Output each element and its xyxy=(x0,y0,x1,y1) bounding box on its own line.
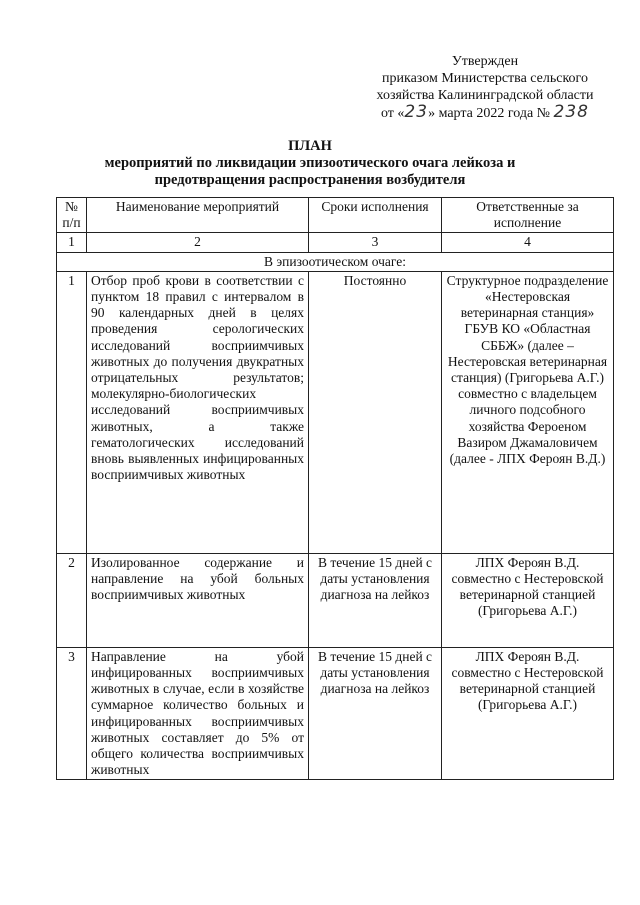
plan-title xyxy=(90,138,530,189)
row-responsible: ЛПХ Фероян В.Д. совместно с Нестеровской ветеринарной станцией (Григорьева А.Г.) xyxy=(442,647,614,780)
header-responsible: Ответственные за исполнение xyxy=(442,198,614,233)
column-number-row xyxy=(57,233,614,252)
row-num: 2 xyxy=(57,553,87,647)
col-number: 3 xyxy=(309,233,442,252)
row-action: Направление на убой инфицированных восприимчивых животных в случае, если в хозяйстве суммарное количество больных и инфицированных восприимчивых животных составляет до 5% от общего количества восприимчивых животных xyxy=(87,647,309,780)
approval-line3: хозяйства Калининградской области xyxy=(376,88,594,103)
plan-subtitle-2: предотвращения распространения возбудителя xyxy=(154,172,466,188)
approval-line1: Утвержден xyxy=(451,54,519,69)
table-header-row xyxy=(57,198,614,233)
col-number: 4 xyxy=(442,233,614,252)
header-num: № п/п xyxy=(57,198,87,233)
date-prefix: от « xyxy=(380,106,405,121)
approval-date-line xyxy=(360,104,610,122)
row-responsible: Структурное подразделение «Нестеровская ветеринарная станция» ГБУВ КО «Областная СББЖ» (далее – Нестеровская ветеринарная станция) (Григорьева А.Г.) совместно с владельцем личного подсобного хозяйства Фероеном Вазиром Джамаловичем (далее - ЛПХ Фероян В.Д.) xyxy=(442,271,614,553)
row-action: Отбор проб крови в соответствии с пунктом 18 правил с интервалом в 90 календарных дней в целях проведения серологических исследований восприимчивых животных до получения двукратных отрицательных результатов; молекулярно-биологических исследований восприимчивых животных, а также гематологических исследований вновь выявленных инфицированных восприимчивых животных xyxy=(87,271,309,553)
handwritten-number: 238 xyxy=(553,102,589,122)
approval-stamp xyxy=(360,53,610,122)
section-row xyxy=(57,252,614,271)
row-num: 3 xyxy=(57,647,87,780)
table-row xyxy=(57,647,614,780)
section-heading: В эпизоотическом очаге: xyxy=(57,252,614,271)
plan-subtitle-1: мероприятий по ликвидации эпизоотического очага лейкоза и xyxy=(104,155,516,171)
table-row xyxy=(57,271,614,553)
plan-heading: ПЛАН xyxy=(288,138,332,154)
row-action: Изолированное содержание и направление на убой больных восприимчивых животных xyxy=(87,553,309,647)
row-num: 1 xyxy=(57,271,87,553)
plan-table xyxy=(56,197,614,780)
approval-line2: приказом Министерства сельского xyxy=(382,71,588,86)
date-mid: » марта 2022 года № xyxy=(428,106,551,121)
row-term: В течение 15 дней с даты установления диагноза на лейкоз xyxy=(309,647,442,780)
col-number: 1 xyxy=(57,233,87,252)
table-row xyxy=(57,553,614,647)
row-term: В течение 15 дней с даты установления диагноза на лейкоз xyxy=(309,553,442,647)
col-number: 2 xyxy=(87,233,309,252)
header-term: Сроки исполнения xyxy=(309,198,442,233)
handwritten-day: 23 xyxy=(404,102,429,122)
row-responsible: ЛПХ Фероян В.Д. совместно с Нестеровской ветеринарной станцией (Григорьева А.Г.) xyxy=(442,553,614,647)
header-action: Наименование мероприятий xyxy=(87,198,309,233)
row-term: Постоянно xyxy=(309,271,442,553)
